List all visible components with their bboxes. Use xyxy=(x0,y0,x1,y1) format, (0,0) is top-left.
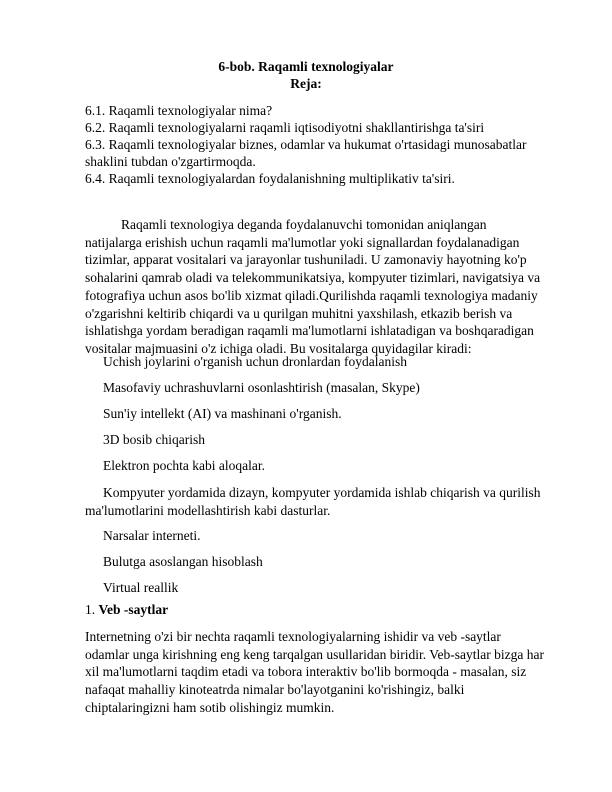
list-item: Bulutga asoslangan hisoblash xyxy=(103,554,263,569)
list-item: Uchish joylarini o'rganish uchun dronlardan foydalanish xyxy=(103,354,407,369)
plan-item: 6.1. Raqamli texnologiyalar nima? xyxy=(85,103,273,118)
list-item: Masofaviy uchrashuvlarni osonlashtirish (masalan, Skype) xyxy=(103,380,420,395)
intro-paragraph: Raqamli texnologiya deganda foydalanuvchi tomonidan aniqlangan natijalarga erishish uchun raqamli ma'lumotlar yoki signallardan foydalanadigan tizimlar, apparat vositalari va jarayonlar tushuniladi. U zamonaviy hayotning ko'p sohalarini qamrab oladi va telekommunikatsiya, kompyuter tizimlari, navigatsiya va fotografiya uchun asos bo'lib xizmat qiladi.Qurilishda raqamli texnologiya madaniy o'zgarishni keltirib chiqardi va u qurilgan muhitni yaxshilash, etkazib berish va ishlatishga yordam beradigan raqamli ma'lumotlarni ishlatadigan va boshqaradigan vositalar majmuasini o'z ichiga oladi. Bu vositalarga quyidagilar kiradi: xyxy=(85,217,541,356)
section-paragraph: Internetning o'zi bir nechta raqamli texnologiyalarning ishidir va veb -saytlar odamlar unga kirishning eng keng tarqalgan usullaridan biridir. Veb-saytlar bizga har xil ma'lumotlarni taqdim etadi va tobora interaktiv bo'lib bormoqda - masalan, siz nafaqat mahalliy kinoteatrda nimalar bo'layotganini ko'rishingiz, balki chiptalaringizni ham sotib olishingiz mumkin. xyxy=(85,629,544,715)
plan-list xyxy=(85,102,555,187)
plan-item: 6.2. Raqamli texnologiyalarni raqamli iqtisodiyotni shakllantirishga ta'siri xyxy=(85,120,485,135)
list-item: Kompyuter yordamida dizayn, kompyuter yordamida ishlab chiqarish va qurilish ma'lumotlarini modellashtirish kabi dasturlar. xyxy=(85,485,541,518)
plan-label: Reja: xyxy=(290,76,322,91)
chapter-title: 6-bob. Raqamli texnologiyalar xyxy=(218,59,394,74)
list-item: Elektron pochta kabi aloqalar. xyxy=(103,458,265,473)
list-item: Narsalar interneti. xyxy=(103,528,201,543)
section-number: 1. xyxy=(85,602,96,617)
chapter-heading xyxy=(0,58,612,92)
section-heading xyxy=(85,602,168,618)
list-item: 3D bosib chiqarish xyxy=(103,432,205,447)
list-item: Virtual reallik xyxy=(103,580,179,595)
plan-item: 6.4. Raqamli texnologiyalardan foydalanishning multiplikativ ta'siri. xyxy=(85,171,455,186)
section-title: Veb -saytlar xyxy=(98,602,169,617)
plan-item: 6.3. Raqamli texnologiyalar biznes, odamlar va hukumat o'rtasidagi munosabatlar shaklini tubdan o'zgartirmoqda. xyxy=(85,137,527,169)
list-item: Sun'iy intellekt (AI) va mashinani o'rganish. xyxy=(103,406,342,421)
